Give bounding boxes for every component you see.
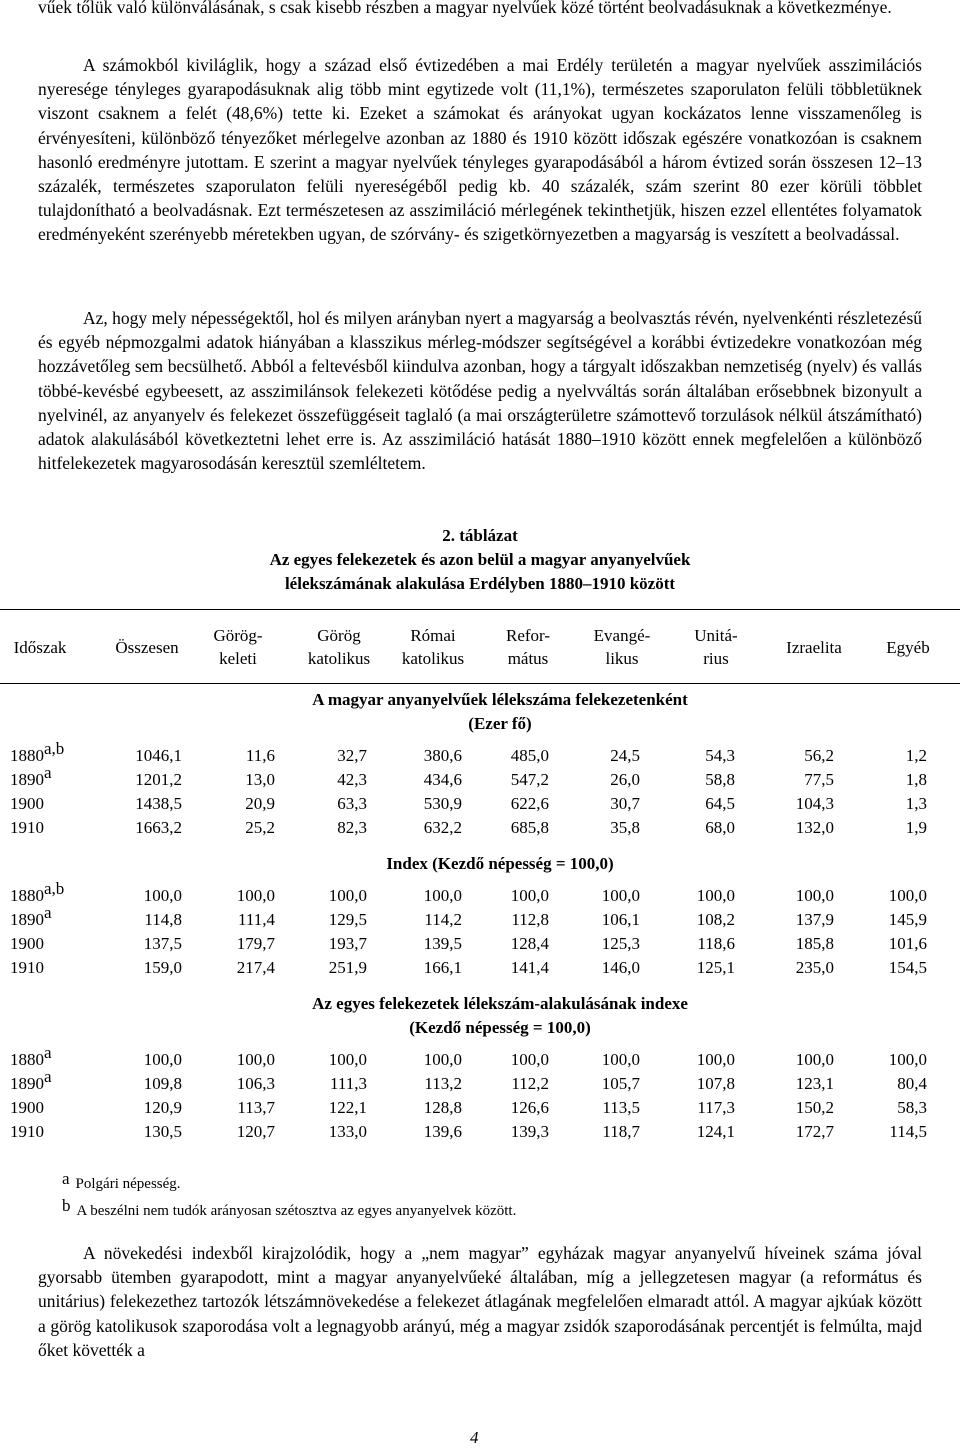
footnote-mark: a bbox=[62, 1169, 70, 1188]
table-cell: 1,8 bbox=[905, 770, 927, 789]
table-cell: 109,8 bbox=[143, 1074, 182, 1093]
table-cell: 101,6 bbox=[888, 934, 927, 953]
table-cell: 100,0 bbox=[236, 886, 275, 905]
paragraph-method: Az, hogy mely népességektől, hol és milyen arányban nyert a magyarság a beolvasztás révén, nyelvenkénti részletezésű és egyéb népmozgalmi adatok hiányában a klasszikus mérleg-módszer segítségével a korábbi évtizedekre vonatkozóan még hozzávetőleg sem becsülhető. Abból a feltevésből kiindulva azonban, hogy a tárgyalt időszakban nemzetiség (nyelv) és vallás többé-kevésbé egybeesett, az asszimilánsok felekezeti kötődése pedig a nyelvváltás során általában erősebbnek bizonyult a nyelvinél, az anyanyelv és felekezet összefüggéseit taglaló (a mai országterületre számottevő torzulások nélkül átszámítható) adatok alakulásából következtetni lehet erre is. Az asszimiláció hatását 1880–1910 között ennek megfelelően a különböző hitfelekezetek magyarosodásán keresztül szemléltetem. bbox=[38, 308, 922, 474]
table-cell: 150,2 bbox=[795, 1098, 834, 1117]
row-label bbox=[10, 934, 44, 954]
table-cell: 100,0 bbox=[696, 886, 735, 905]
table-cell: 193,7 bbox=[328, 934, 367, 953]
table-cell: 128,4 bbox=[510, 934, 549, 953]
table-row bbox=[0, 1067, 960, 1098]
column-header: Egyéb bbox=[886, 638, 930, 657]
column-header: Időszak bbox=[13, 638, 67, 657]
table-cell: 251,9 bbox=[328, 958, 367, 977]
footnote-text: A beszélni nem tudók arányosan szétosztva az egyes anyanyelvek között. bbox=[76, 1203, 517, 1219]
footnote-reference: a,b bbox=[44, 879, 65, 898]
column-header: Refor- mátus bbox=[505, 626, 551, 668]
table-cell: 112,2 bbox=[511, 1074, 549, 1093]
table-cell: 1,3 bbox=[905, 794, 927, 813]
table-cell: 154,5 bbox=[888, 958, 927, 977]
footnote-reference: a bbox=[44, 1067, 52, 1086]
table-row bbox=[0, 934, 960, 958]
table-number: 2. táblázat bbox=[442, 526, 518, 545]
table-cell: 113,7 bbox=[237, 1098, 275, 1117]
table-cell: 118,6 bbox=[697, 934, 735, 953]
table-cell: 56,2 bbox=[804, 746, 834, 765]
row-label bbox=[10, 739, 65, 766]
table-cell: 100,0 bbox=[888, 1050, 927, 1069]
table-cell: 35,8 bbox=[610, 818, 640, 837]
table-row bbox=[0, 818, 960, 842]
paragraph-assimilation-gain: A számokból kiviláglik, hogy a század első évtizedében a mai Erdély területén a magyar nyelvűek asszimilációs nyeresége tényleges gyarapodásuknak alig több mint egytizede volt (11,1%), természetes szaporulaton felüli többletüknek viszont csaknem a felét (48,6%) tette ki. Ezeket a számokat és arányokat ugyan kockázatos lenne visszamenőleg is érvényesíteni, különböző tényezőket mérlegelve azonban az 1880 és 1910 között időszak egészére vonatkozóan is csaknem hasonló eredményre jutottam. E szerint a magyar nyelvűek tényleges gyarapodásából a három évtized során összesen 12–13 százalék, természetes szaporulaton felüli nyereségéből pedig kb. 40 százalék, szám szerint 80 ezer körüli többlet tulajdonítható a beolvadásnak. Ezt természetesen az asszimiláció mérlegének tekinthetjük, hiszen ezzel ellentétes folyamatok eredményeként szerényebb méretekben ugyan, de szórvány- és szigetkörnyezetben a magyarság is veszített a beolvadással. bbox=[38, 55, 922, 245]
table-cell: 77,5 bbox=[804, 770, 834, 789]
table-cell: 622,6 bbox=[510, 794, 549, 813]
column-header: Görög katolikus bbox=[307, 626, 371, 668]
table-cell: 100,0 bbox=[423, 886, 462, 905]
table-cell: 68,0 bbox=[705, 818, 735, 837]
footnote-reference: a bbox=[44, 1043, 52, 1062]
table-cell: 185,8 bbox=[795, 934, 834, 953]
row-year: 1890 bbox=[10, 1074, 44, 1093]
table-cell: 100,0 bbox=[696, 1050, 735, 1069]
table-cell: 100,0 bbox=[601, 886, 640, 905]
table-cell: 107,8 bbox=[696, 1074, 735, 1093]
row-label bbox=[10, 958, 44, 978]
row-year: 1880 bbox=[10, 746, 44, 765]
table-cell: 100,0 bbox=[510, 1050, 549, 1069]
column-header: Unitá- rius bbox=[694, 626, 738, 668]
footnote-text: Polgári népesség. bbox=[75, 1176, 181, 1192]
table-cell: 63,3 bbox=[337, 794, 367, 813]
table-cell: 120,9 bbox=[143, 1098, 182, 1117]
table-cell: 146,0 bbox=[601, 958, 640, 977]
table-cell: 120,7 bbox=[236, 1122, 275, 1141]
table-cell: 139,5 bbox=[423, 934, 462, 953]
table-cell: 632,2 bbox=[423, 818, 462, 837]
table-cell: 137,9 bbox=[795, 910, 834, 929]
table-cell: 106,1 bbox=[601, 910, 640, 929]
table-cell: 1,9 bbox=[905, 818, 927, 837]
row-label bbox=[10, 1067, 52, 1094]
table-cell: 114,2 bbox=[424, 910, 462, 929]
table-cell: 11,6 bbox=[245, 746, 275, 765]
table-cell: 235,0 bbox=[795, 958, 834, 977]
table-cell: 179,7 bbox=[236, 934, 275, 953]
table-cell: 111,4 bbox=[238, 910, 275, 929]
paragraph-continuation: vűek tőlük való különválásának, s csak kisebb részben a magyar nyelvűek közé történt beolvadásuknak a következménye. bbox=[38, 0, 892, 17]
row-year: 1890 bbox=[10, 910, 44, 929]
table-cell: 58,3 bbox=[897, 1098, 927, 1117]
table-title-line2: lélekszámának alakulása Erdélyben 1880–1910 között bbox=[284, 574, 676, 593]
table-cell: 380,6 bbox=[423, 746, 462, 765]
table-cell: 58,8 bbox=[705, 770, 735, 789]
table-cell: 530,9 bbox=[423, 794, 462, 813]
table-cell: 124,1 bbox=[696, 1122, 735, 1141]
table-cell: 100,0 bbox=[510, 886, 549, 905]
table-cell: 137,5 bbox=[143, 934, 182, 953]
column-header: Római katolikus bbox=[401, 626, 465, 668]
row-label bbox=[10, 903, 52, 930]
table-cell: 112,8 bbox=[511, 910, 549, 929]
table-cell: 126,6 bbox=[510, 1098, 549, 1117]
table-row bbox=[0, 739, 960, 770]
table-row bbox=[0, 1043, 960, 1074]
table-title-line1: Az egyes felekezetek és azon belül a magyar anyanyelvűek bbox=[269, 550, 691, 569]
footnote-b bbox=[62, 1197, 516, 1224]
table-cell: 80,4 bbox=[897, 1074, 927, 1093]
row-label bbox=[10, 1098, 44, 1118]
table-cell: 24,5 bbox=[610, 746, 640, 765]
column-header: Görög- keleti bbox=[213, 626, 263, 668]
table-cell: 42,3 bbox=[337, 770, 367, 789]
table-cell: 1,2 bbox=[905, 746, 927, 765]
row-label bbox=[10, 1122, 44, 1142]
table-cell: 25,2 bbox=[245, 818, 275, 837]
table-cell: 117,3 bbox=[697, 1098, 735, 1117]
table-cell: 130,5 bbox=[143, 1122, 182, 1141]
table-cell: 547,2 bbox=[510, 770, 549, 789]
table-cell: 64,5 bbox=[705, 794, 735, 813]
row-label bbox=[10, 794, 44, 814]
table-cell: 1046,1 bbox=[135, 746, 182, 765]
column-header: Összesen bbox=[115, 638, 179, 657]
footnote-reference: a,b bbox=[44, 739, 65, 758]
table-cell: 485,0 bbox=[510, 746, 549, 765]
table-section-heading: Index (Kezdő népesség = 100,0) bbox=[386, 854, 614, 873]
table-section-heading: A magyar anyanyelvűek lélekszáma felekezetenként (Ezer fő) bbox=[312, 690, 688, 733]
table-row bbox=[0, 1122, 960, 1146]
paragraph-growth-index: A növekedési indexből kirajzolódik, hogy a „nem magyar” egyházak magyar anyanyelvű híveinek száma jóval gyorsabb ütemben gyarapodott, mint a magyar anyanyelvűeké általában, míg a jellegzetesen magyar (a református és unitárius) felekezethez tartozók létszámnövekedése a felekezet átlagának megfelelően elmaradt attól. A magyar ajkúak között a görög katolikusok szaporodása volt a legnagyobb arányú, még a magyar zsidók szaporodásának percentjét is felmúlta, majd őket követték a bbox=[38, 1243, 922, 1360]
table-cell: 1663,2 bbox=[135, 818, 182, 837]
table-cell: 128,8 bbox=[423, 1098, 462, 1117]
table-cell: 104,3 bbox=[795, 794, 834, 813]
table-cell: 1201,2 bbox=[135, 770, 182, 789]
table-cell: 113,5 bbox=[602, 1098, 640, 1117]
table-row bbox=[0, 903, 960, 934]
table-cell: 122,1 bbox=[328, 1098, 367, 1117]
table-cell: 685,8 bbox=[510, 818, 549, 837]
table-cell: 106,3 bbox=[236, 1074, 275, 1093]
table-footnotes bbox=[62, 1170, 516, 1224]
table-cell: 20,9 bbox=[245, 794, 275, 813]
table-cell: 32,7 bbox=[337, 746, 367, 765]
table-section-heading: Az egyes felekezetek lélekszám-alakulásának indexe (Kezdő népesség = 100,0) bbox=[312, 994, 688, 1037]
row-year: 1900 bbox=[10, 934, 44, 953]
table-cell: 133,0 bbox=[328, 1122, 367, 1141]
table-row bbox=[0, 1098, 960, 1122]
table-cell: 108,2 bbox=[696, 910, 735, 929]
table-cell: 217,4 bbox=[236, 958, 275, 977]
row-year: 1910 bbox=[10, 1122, 44, 1141]
table-cell: 118,7 bbox=[602, 1122, 640, 1141]
table-cell: 105,7 bbox=[601, 1074, 640, 1093]
table-cell: 100,0 bbox=[328, 1050, 367, 1069]
row-label bbox=[10, 818, 44, 838]
table-cell: 82,3 bbox=[337, 818, 367, 837]
footnote-a bbox=[62, 1170, 516, 1197]
table-cell: 100,0 bbox=[236, 1050, 275, 1069]
table-top-rule bbox=[0, 609, 960, 610]
table-cell: 100,0 bbox=[795, 886, 834, 905]
row-year: 1880 bbox=[10, 886, 44, 905]
table-cell: 54,3 bbox=[705, 746, 735, 765]
table-cell: 100,0 bbox=[888, 886, 927, 905]
column-header: Evangé- likus bbox=[593, 626, 651, 668]
table-cell: 100,0 bbox=[795, 1050, 834, 1069]
row-label bbox=[10, 763, 52, 790]
table-cell: 100,0 bbox=[601, 1050, 640, 1069]
table-cell: 123,1 bbox=[795, 1074, 834, 1093]
table-cell: 100,0 bbox=[423, 1050, 462, 1069]
row-year: 1890 bbox=[10, 770, 44, 789]
column-header: Izraelita bbox=[786, 638, 842, 657]
table-cell: 141,4 bbox=[510, 958, 549, 977]
table-cell: 139,3 bbox=[510, 1122, 549, 1141]
table-cell: 100,0 bbox=[143, 1050, 182, 1069]
footnote-reference: a bbox=[44, 903, 52, 922]
table-cell: 100,0 bbox=[328, 886, 367, 905]
table-row bbox=[0, 794, 960, 818]
table-cell: 129,5 bbox=[328, 910, 367, 929]
row-year: 1910 bbox=[10, 958, 44, 977]
row-year: 1900 bbox=[10, 1098, 44, 1117]
table-row bbox=[0, 879, 960, 910]
table-cell: 30,7 bbox=[610, 794, 640, 813]
table-header-rule bbox=[0, 683, 960, 684]
table-cell: 125,3 bbox=[601, 934, 640, 953]
footnote-mark: b bbox=[62, 1196, 71, 1215]
row-year: 1900 bbox=[10, 794, 44, 813]
table-cell: 113,2 bbox=[424, 1074, 462, 1093]
row-year: 1910 bbox=[10, 818, 44, 837]
table-caption bbox=[0, 524, 960, 596]
table-cell: 166,1 bbox=[423, 958, 462, 977]
table-cell: 114,8 bbox=[144, 910, 182, 929]
table-cell: 1438,5 bbox=[135, 794, 182, 813]
row-year: 1880 bbox=[10, 1050, 44, 1069]
table-cell: 13,0 bbox=[245, 770, 275, 789]
page-number: 4 bbox=[470, 1428, 479, 1447]
table-cell: 159,0 bbox=[143, 958, 182, 977]
table-cell: 114,5 bbox=[889, 1122, 927, 1141]
table-cell: 125,1 bbox=[696, 958, 735, 977]
table-cell: 139,6 bbox=[423, 1122, 462, 1141]
table-cell: 26,0 bbox=[610, 770, 640, 789]
table-cell: 111,3 bbox=[330, 1074, 367, 1093]
table-cell: 434,6 bbox=[423, 770, 462, 789]
table-row bbox=[0, 958, 960, 982]
table-cell: 172,7 bbox=[795, 1122, 834, 1141]
table-row bbox=[0, 763, 960, 794]
table-cell: 132,0 bbox=[795, 818, 834, 837]
table-cell: 100,0 bbox=[143, 886, 182, 905]
footnote-reference: a bbox=[44, 763, 52, 782]
row-label bbox=[10, 879, 65, 906]
table-cell: 145,9 bbox=[888, 910, 927, 929]
